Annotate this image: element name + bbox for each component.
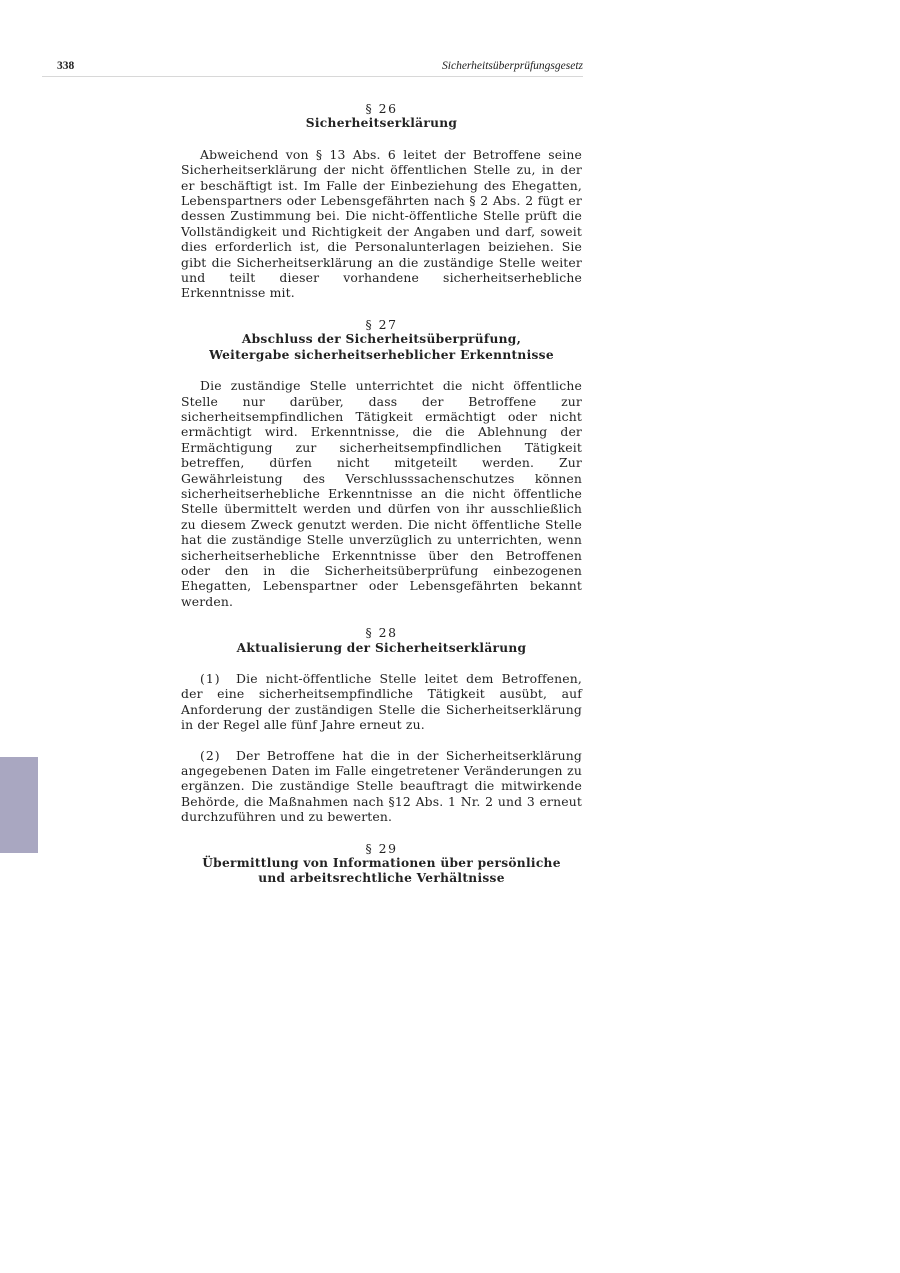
section-27 <box>181 317 582 609</box>
running-title: Sicherheitsüberprüfungsgesetz <box>442 60 583 72</box>
page-body <box>181 101 582 887</box>
subsection-2 <box>181 748 582 825</box>
section-title-line-2: Weitergabe sicherheitserheblicher Erkenntnisse <box>209 347 554 362</box>
section-paragraph: Die zuständige Stelle unterrichtet die nicht öffentliche Stelle nur darüber, dass der Betroffene zur sicherheitsempfindlichen Tätigkeit ermächtigt oder nicht ermächtigt wird. Erkenntnisse, die die Ablehnung der Ermächtigung zur sicherheitsempfindlichen Tätigkeit betreffen, dürfen nicht mitgeteilt werden. Zur Gewährleistung des Verschlusssachenschutzes können sicherheitserhebliche Erkenntnisse an die nicht öffentliche Stelle übermittelt werden und dürfen von ihr ausschließlich zu diesem Zweck genutzt werden. Die nicht öffentliche Stelle hat die zuständige Stelle unverzüglich zu unterrichten, wenn sicherheitserhebliche Erkenntnisse über den Betroffenen oder den in die Sicherheitsüberprüfung einbezogenen Ehegatten, Lebenspartner oder Lebensgefährten bekannt werden. <box>181 378 582 609</box>
subsection-1 <box>181 671 582 733</box>
section-number: § 28 <box>365 625 398 641</box>
section-number: § 27 <box>365 316 398 332</box>
section-number: § 26 <box>365 101 398 116</box>
section-title-line-2: und arbeitsrechtliche Verhältnisse <box>258 871 505 886</box>
section-29 <box>181 841 582 887</box>
chapter-thumb-tab <box>0 757 38 853</box>
subsection-text: Der Betroffene hat die in der Sicherheitserklärung angegebenen Daten im Falle eingetretener Veränderungen zu ergänzen. Die zuständige Stelle beauftragt die mitwirkende Behörde, die Maßnahmen nach §12 Abs. 1 Nr. 2 und 3 erneut durchzuführen und zu bewerten. <box>181 747 582 825</box>
subsection-label: (2) <box>200 747 221 763</box>
section-28 <box>181 625 582 824</box>
section-title-line-1: Abschluss der Sicherheitsüberprüfung, <box>241 332 522 347</box>
subsection-label: (1) <box>200 671 221 686</box>
running-header <box>42 60 583 77</box>
section-26 <box>181 101 582 301</box>
section-paragraph: Abweichend von § 13 Abs. 6 leitet der Betroffene seine Sicherheitserklärung der nicht öffentlichen Stelle zu, in der er beschäftigt ist. Im Falle der Einbeziehung des Ehegatten, Lebenspartners oder Lebensgefährten nach § 2 Abs. 2 fügt er dessen Zustimmung bei. Die nicht-öffentliche Stelle prüft die Vollständigkeit und Richtigkeit der Angaben und darf, soweit dies erforderlich ist, die Personalunterlagen beiziehen. Sie gibt die Sicherheitserklärung an die zuständige Stelle weiter und teilt dieser vorhandene sicherheitserhebliche Erkenntnisse mit. <box>181 146 582 301</box>
section-number: § 29 <box>365 840 398 856</box>
section-title: Sicherheitserklärung <box>305 116 458 131</box>
section-title: Aktualisierung der Sicherheitserklärung <box>236 640 527 655</box>
subsection-text: Die nicht-öffentliche Stelle leitet dem Betroffenen, der eine sicherheitsempfindliche Tätigkeit ausübt, auf Anforderung der zuständigen Stelle die Sicherheitserklärung in der Regel alle fünf Jahre erneut zu. <box>181 671 582 733</box>
section-title-line-1: Übermittlung von Informationen über persönliche <box>202 856 561 871</box>
page-number: 338 <box>57 60 75 72</box>
